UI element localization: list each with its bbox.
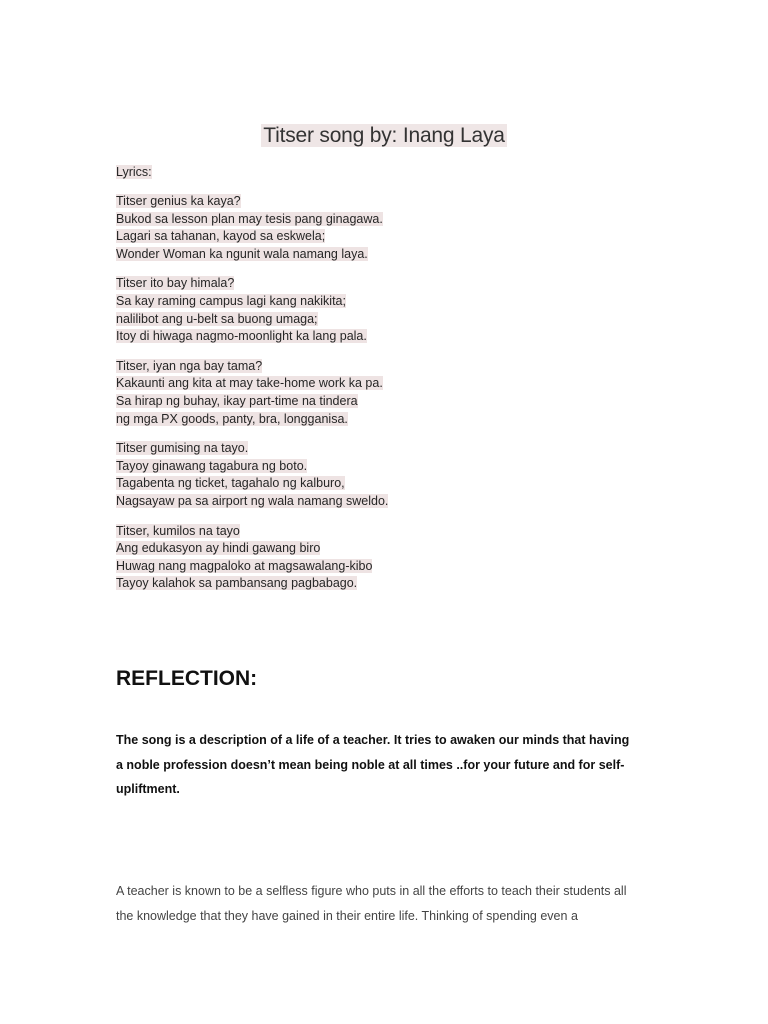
lyric-line	[116, 475, 388, 493]
stanza-5	[116, 523, 388, 593]
lyric-line	[116, 458, 388, 476]
lyric-line	[116, 393, 388, 411]
lyric-line	[116, 493, 388, 511]
lyric-line-text: Tayoy kalahok sa pambansang pagbabago.	[116, 576, 358, 591]
lyric-line-text: Sa kay raming campus lagi kang nakikita;	[116, 293, 346, 308]
lyric-line-text: Titser, iyan nga bay tama?	[116, 358, 263, 373]
lyric-line-text: Huwag nang magpaloko at magsawalang-kibo	[116, 558, 373, 573]
lyric-line	[116, 311, 388, 329]
lyric-line	[116, 193, 388, 211]
lyric-line-text: Sa hirap ng buhay, ikay part-time na tindera	[116, 393, 358, 408]
lyric-line	[116, 293, 388, 311]
song-title	[0, 121, 768, 151]
reflection-paragraph-2: A teacher is known to be a selfless figure who puts in all the efforts to teach their students all the knowledge that they have gained in their entire life. Thinking of spending even a	[116, 884, 627, 923]
lyric-line-text: Titser genius ka kaya?	[116, 194, 241, 208]
stanza-3	[116, 358, 388, 428]
lyric-line-text: Wonder Woman ka ngunit wala namang laya.	[116, 246, 368, 261]
lyric-line	[116, 375, 388, 393]
lyric-line	[116, 540, 388, 558]
lyric-line	[116, 246, 388, 264]
lyric-line-text: Titser ito bay himala?	[116, 276, 235, 291]
lyric-line	[116, 440, 388, 458]
lyric-line-text: Lagari sa tahanan, kayod sa eskwela;	[116, 229, 326, 244]
lyrics-label	[116, 163, 388, 181]
lyric-line-text: ng mga PX goods, panty, bra, longganisa.	[116, 411, 348, 426]
lyric-line-text: Nagsayaw pa sa airport ng wala namang sweldo.	[116, 493, 389, 508]
lyric-line-text: Tayoy ginawang tagabura ng boto.	[116, 458, 308, 473]
reflection-paragraph-1: The song is a description of a life of a teacher. It tries to awaken our minds that having a noble profession doesn’t mean being noble at all times ..for your future and for self-upliftment.	[116, 733, 630, 796]
lyric-line-text: nalilibot ang u-belt sa buong umaga;	[116, 311, 318, 326]
lyrics-label-text: Lyrics:	[116, 165, 152, 179]
lyric-line	[116, 228, 388, 246]
stanza-2	[116, 275, 388, 345]
stanza-1	[116, 193, 388, 263]
lyric-line	[116, 328, 388, 346]
lyric-line	[116, 358, 388, 376]
lyric-line-text: Titser gumising na tayo.	[116, 441, 249, 456]
lyric-line	[116, 523, 388, 541]
lyric-line-text: Itoy di hiwaga nagmo-moonlight ka lang pala.	[116, 329, 367, 344]
lyric-line	[116, 575, 388, 593]
song-title-text: Titser song by: Inang Laya	[263, 124, 505, 147]
lyric-line-text: Tagabenta ng ticket, tagahalo ng kalburo,	[116, 476, 345, 491]
lyric-line	[116, 558, 388, 576]
lyric-line	[116, 275, 388, 293]
lyric-line	[116, 211, 388, 229]
stanza-4	[116, 440, 388, 510]
lyric-line-text: Bukod sa lesson plan may tesis pang ginagawa.	[116, 211, 383, 226]
reflection-heading: REFLECTION:	[116, 667, 258, 690]
lyric-line-text: Ang edukasyon ay hindi gawang biro	[116, 541, 321, 556]
lyric-line	[116, 411, 388, 429]
lyric-line-text: Titser, kumilos na tayo	[116, 523, 240, 538]
lyric-line-text: Kakaunti ang kita at may take-home work ka pa.	[116, 376, 383, 391]
lyrics-section	[116, 163, 388, 605]
